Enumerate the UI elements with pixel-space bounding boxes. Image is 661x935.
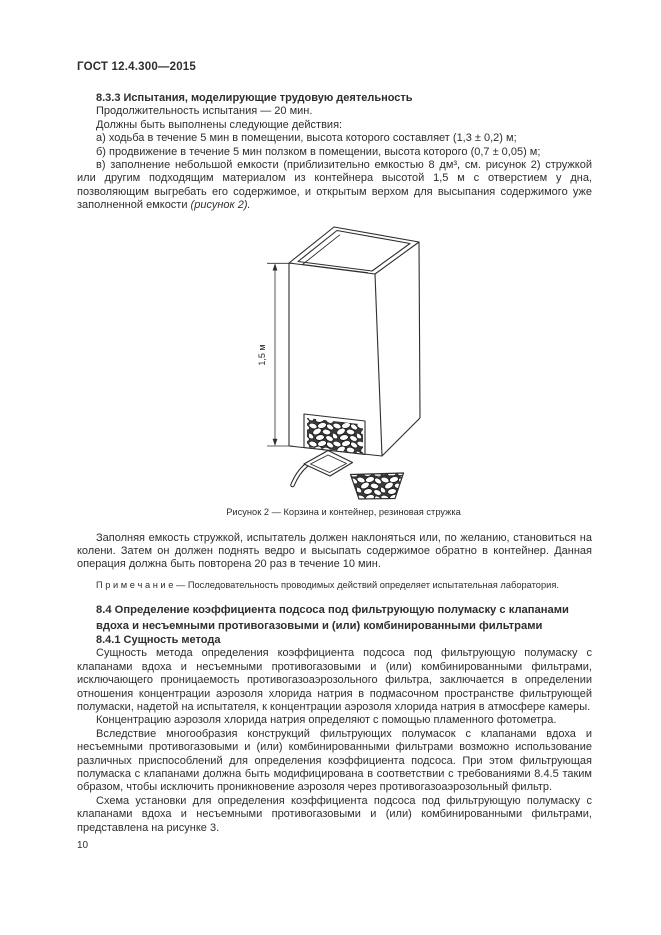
document-content	[77, 92, 592, 835]
figure-2-illustration	[237, 225, 437, 503]
list-item-v	[77, 159, 592, 213]
basket-drawing	[351, 473, 404, 499]
container-opening	[304, 414, 365, 455]
figure-2-caption: Рисунок 2 — Корзина и контейнер, резиновая стружка	[226, 506, 461, 517]
scoop-drawing	[293, 450, 353, 485]
paragraph-actions: Должны быть выполнены следующие действия:	[96, 118, 343, 131]
paragraph-designs: Вследствие многообразия конструкций фильтрующих полумасок с клапанами вдоха и несъемными противогазовыми и (или) комбинированными фильтрами возможно использование различных приспособлений для определения коэффициента подсоса. При этом фильтрующая полумаска с клапанами должна быть модифицирована в соответствии с требованиями 8.4.5 таким образом, чтобы исключить проникновение аэрозоля через противогазоаэрозольный фильтр.	[77, 727, 592, 794]
list-item-v-figure-ref: (рисунок 2).	[190, 199, 251, 212]
document-code: ГОСТ 12.4.300—2015	[77, 61, 196, 73]
paragraph-photometer: Концентрацию аэрозоля хлорида натрия определяют с помощью пламенного фотометра.	[96, 714, 557, 727]
paragraph-duration: Продолжительность испытания — 20 мин.	[96, 105, 313, 118]
note: П р и м е ч а н и е — Последовательность проводимых действий определяет испытательная лаборатория.	[96, 579, 559, 590]
section-8-3-3-heading: 8.3.3 Испытания, моделирующие трудовую деятельность	[96, 92, 413, 104]
figure-2	[77, 225, 592, 518]
paragraph-after-figure: Заполняя емкость стружкой, испытатель должен наклоняться или, по желанию, становиться на колени. Затем он должен поднять ведро и высыпать содержимое обратно в контейнер. Данная операция должна быть повторена 20 раз в течение 10 мин.	[77, 531, 592, 571]
figure-2-drawing	[237, 225, 437, 503]
section-8-4-1-heading: 8.4.1 Сущность метода	[96, 633, 221, 646]
list-item-v-text: в) заполнение небольшой емкости (приблизительно емкостью 8 дм³, см. рисунок 2) стружкой или другим подходящим материалом из контейнера высотой 1,5 м с отверстием у дна, позволяющим выгребать его содержимое, и открытым верхом для высыпания содержимого уже заполненной емкости	[77, 159, 592, 212]
paragraph-method-essence: Сущность метода определения коэффициента подсоса под фильтрующую полумаску с клапанами вдоха и несъемными противогазовыми и (или) комбинированными фильтрами, исключающего проницаемость противогазоаэрозольного фильтра, заключается в определении отношения концентрации аэрозоля хлорида натрия в подмасочном пространстве фильтрующей полумаски, надетой на испытателя, к концентрации аэрозоля хлорида натрия в атмосфере камеры.	[77, 647, 592, 713]
section-8-4-heading: 8.4 Определение коэффициента подсоса под фильтрующую полумаску с клапанами вдоха и несъемными противогазовыми и (или) комбинированными фильтрами	[96, 603, 569, 632]
paragraph-scheme: Схема установки для определения коэффициента подсоса под фильтрующую полумаску с клапанами вдоха и несъемными противогазовыми и (или) комбинированными фильтрами, представлена на рисунке 3.	[77, 794, 592, 834]
list-item-a: а) ходьба в течение 5 мин в помещении, высота которого составляет (1,3 ± 0,2) м;	[96, 132, 517, 145]
page-number: 10	[77, 840, 89, 851]
list-item-b: б) продвижение в течение 5 мин ползком в помещении, высота которого (0,7 ± 0,05) м;	[96, 145, 541, 158]
dimension-label: 1,5 м	[257, 344, 267, 366]
